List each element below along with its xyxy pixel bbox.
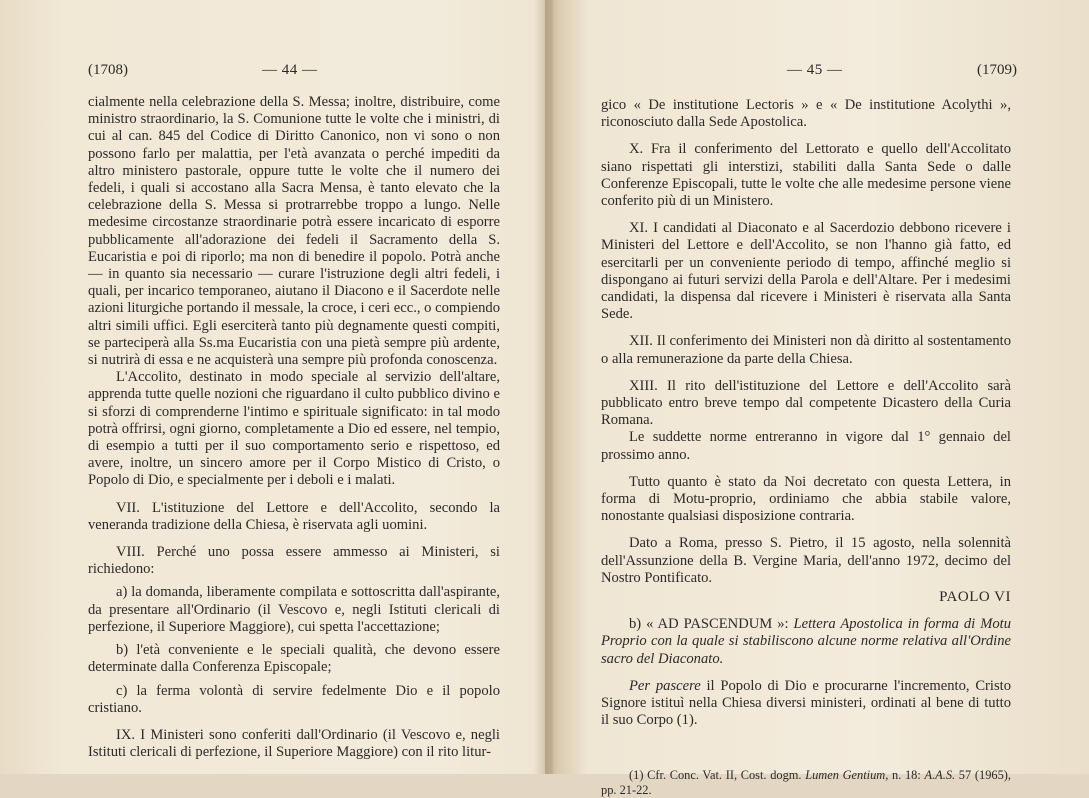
final-paragraph [601, 678, 1011, 730]
decree-paragraph: Tutto quanto è stato da Noi decretato con questa Lettera, in forma di Motu-proprio, ordiniamo che abbia stabile valore, nonostante qualsiasi disposizione contraria. [601, 473, 1011, 525]
article-vii: VII. L'istituzione del Lettore e dell'Accolito, secondo la veneranda tradizione della Chiesa, è riservata agli uomini. [88, 499, 500, 533]
right-header-number: (1709) [977, 62, 1017, 78]
section-b-prefix: b) « AD PASCENDUM »: [629, 616, 794, 633]
article-xiii: XIII. Il rito dell'istituzione del Lettore e dell'Accolito sarà pubblicato entro breve tempo dal competente Dicastero della Curia Romana. [601, 377, 1011, 429]
article-viii-b: b) l'età conveniente e le speciali qualità, che devono essere determinate dalla Conferenza Episcopale; [88, 642, 500, 676]
article-viii: VIII. Perché uno possa essere ammesso ai Ministeri, si richiedono: [88, 544, 500, 578]
dated-paragraph: Dato a Roma, presso S. Pietro, il 15 agosto, nella solennità dell'Assunzione della B. Vergine Maria, dell'anno 1972, decimo del Nostro Pontificato. [601, 535, 1011, 586]
left-header-number: (1708) [88, 62, 128, 78]
footnote-italic-source: A.A.S. [924, 767, 956, 782]
article-xi: XI. I candidati al Diaconato e al Sacerdozio debbono ricevere i Ministeri del Lettore e dell'Accolito, se non l'hanno già fatto, ed esercitarli per un conveniente periodo di tempo, affinché meglio si dispongano ai futuri servizi della Parola e dell'Altare. Per i medesimi candidati, la dispensa dal ricevere i Ministeri è riservata alla Santa Sede. [601, 220, 1011, 323]
article-viii-a: a) la domanda, liberamente compilata e sottoscritta dall'aspirante, da presentare all'Ordinario (il Vescovo e, negli Istituti clericali di perfezione, il Superiore Maggiore), cui spetta l'accettazione; [88, 584, 500, 635]
final-paragraph-rest: il Popolo di Dio e procurarne l'incremento, Cristo Signore istituì nella Chiesa diversi ministeri, ordinati al bene di tutto il suo Corpo (1). [601, 677, 1012, 729]
article-x: X. Fra il conferimento del Lettorato e quello dell'Accolitato siano rispettati gli interstizi, stabiliti dalla Santa Sede o dalle Conferenze Episcopali, tutte le volte che alle medesime persone viene conferito più di un Ministero. [601, 141, 1011, 210]
left-paragraph-1: cialmente nella celebrazione della S. Messa; inoltre, distribuire, come ministro straordinario, la S. Comunione tutte le volte che i ministri, di cui al can. 845 del Codice di Diritto Canonico, non vi sono o non possono farlo per malattia, per l'età avanzata o perché impediti da altro ministero pastorale, oppure tutte le volte che il numero dei fedeli, i quali si accostano alla Sacra Mensa, è tanto elevato che la celebrazione della S. Messa si protrarrebbe troppo a lungo. Nelle medesime circostanze straordinarie potrà essere incaricato di esporre pubblicamente all'adorazione dei fedeli il Sacramento della S. Eucaristia e poi di riporlo; ma non di benedire il popolo. Potrà anche — in quanto sia necessario — curare l'istruzione degli altri fedeli, i quali, per incarico temporaneo, aiutano il Diacono e il Sacerdote nelle azioni liturgiche portando il messale, la croce, i ceri ecc., o compiendo altri simili uffici. Egli eserciterà tanto più degnamente questi compiti, se parteciperà alla Ss.ma Eucaristia con una pietà sempre più ardente, si nutrirà di essa e ne acquisterà una sempre più profonda conoscenza. [88, 94, 500, 369]
right-paragraph-1: gico « De institutione Lectoris » e « De institutione Acolythi », riconosciuto dalla Sede Apostolica. [601, 97, 1011, 131]
effective-date-paragraph: Le suddette norme entreranno in vigore dal 1° gennaio del prossimo anno. [601, 429, 1011, 463]
footnote-part-c: 57 (1965), pp. 21-22. [601, 767, 1011, 797]
signature: PAOLO VI [939, 589, 1011, 606]
footnote [601, 768, 1011, 798]
right-page [553, 0, 1089, 797]
right-page-number: — 45 — [787, 62, 843, 78]
section-b-heading [601, 616, 1011, 668]
final-paragraph-incipit: Per pascere [629, 677, 701, 694]
footnote-part-a: (1) Cfr. Conc. Vat. II, Cost. dogm. [629, 767, 806, 782]
left-page [0, 0, 545, 774]
book-gutter [545, 0, 553, 774]
article-viii-c: c) la ferma volontà di servire fedelmente Dio e il popolo cristiano. [88, 682, 500, 716]
footnote-part-b: , n. 18: [885, 767, 925, 782]
right-body-text [601, 97, 1011, 798]
section-b-title: Lettera Apostolica in forma di Motu Proprio con la quale si stabiliscono alcune norme relativa all'Ordine sacro del Diaconato. [601, 616, 1011, 667]
left-page-number: — 44 — [262, 62, 318, 78]
article-xii: XII. Il conferimento dei Ministeri non dà diritto al sostentamento o alla remunerazione da parte della Chiesa. [601, 333, 1011, 367]
left-paragraph-2: L'Accolito, destinato in modo speciale al servizio dell'altare, apprenda tutte quelle nozioni che riguardano il culto pubblico divino e si sforzi di comprenderne l'intimo e spirituale significato: in tal modo potrà offrirsi, ogni giorno, completamente a Dio ed essere, nel tempio, di esempio a tutti per il suo comportamento serio e rispettoso, ed avere, inoltre, un sincero amore per il Corpo Mistico di Cristo, o Popolo di Dio, e specialmente per i deboli e i malati. [88, 369, 500, 489]
left-body-text [88, 94, 500, 761]
footnote-italic-title: Lumen Gentium [805, 767, 886, 782]
article-ix: IX. I Ministeri sono conferiti dall'Ordinario (il Vescovo e, negli Istituti clericali di perfezione, il Superiore Maggiore) con il rito litur- [88, 726, 500, 761]
